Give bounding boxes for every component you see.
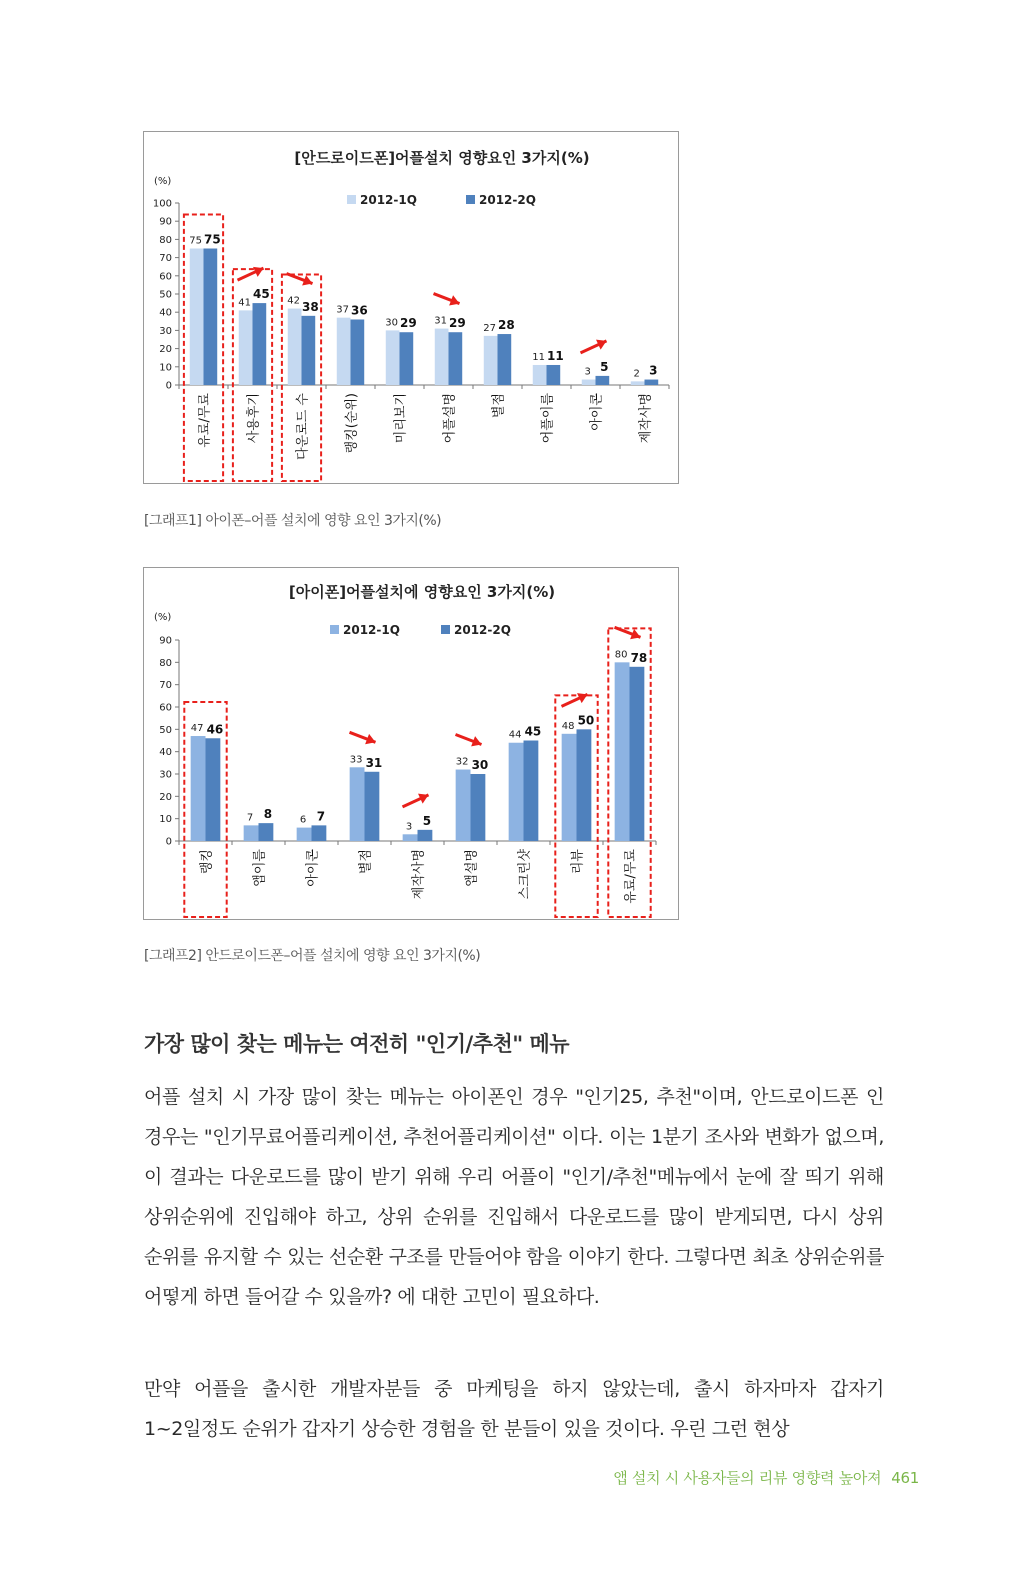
android-bar-q1 bbox=[582, 380, 596, 385]
android-data-label-q1: 37 bbox=[336, 304, 350, 316]
iphone-bar-q1 bbox=[191, 736, 206, 841]
android-category-label: 아이콘 bbox=[589, 393, 605, 431]
body-paragraph-2: 만약 어플을 출시한 개발자분들 중 마케팅을 하지 않았는데, 출시 하자마자 갑자기 1~2일정도 순위가 갑자기 상승한 경험을 한 분들이 있을 것이다. 우린 그런 현상 bbox=[144, 1378, 884, 1440]
android-bar-q1 bbox=[435, 329, 449, 385]
iphone-legend-label-1: 2012-1Q bbox=[343, 623, 400, 637]
iphone-y-tick-label: 60 bbox=[159, 702, 172, 714]
iphone-legend-label-2: 2012-2Q bbox=[454, 623, 511, 637]
android-y-tick-label: 70 bbox=[159, 253, 172, 265]
android-data-label-q2: 29 bbox=[449, 316, 466, 331]
android-bar-q2 bbox=[547, 365, 561, 385]
android-category-label: 제작사명 bbox=[638, 393, 654, 444]
iphone-data-label-q1: 48 bbox=[561, 720, 575, 732]
android-legend-label-2: 2012-2Q bbox=[479, 193, 536, 207]
android-bar-q2 bbox=[253, 303, 267, 385]
android-bar-q2 bbox=[498, 334, 512, 385]
iphone-y-tick-label: 50 bbox=[159, 724, 172, 736]
iphone-bar-q2 bbox=[365, 772, 380, 841]
chart-android bbox=[143, 131, 679, 484]
iphone-category-label: 제작사명 bbox=[411, 849, 427, 900]
android-y-tick-label: 40 bbox=[159, 307, 172, 319]
body-paragraph-1: 어플 설치 시 가장 많이 찾는 메뉴는 아이폰인 경우 "인기25, 추천"이며, 안드로이드폰 인 경우는 "인기무료어플리케이션, 추천어플리케이션" 이다. 이는 1분기 조사와 변화가 없으며, 이 결과는 다운로드를 많이 받기 위해 우리 어플이 "인기/추천"메뉴에서 눈에 잘 띄기 위해 상위순위에 진입해야 하고, 상위 순위를 진입해서 다운로드를 많이 받게되면, 다시 상위 순위를 유지할 수 있는 선순환 구조를 만들어야 함을 이야기 한다. 그렇다면 최초 상위순위를 어떻게 하면 들어갈 수 있을까? 에 대한 고민이 필요하다. bbox=[144, 1086, 884, 1308]
android-y-tick-label: 90 bbox=[159, 216, 172, 228]
iphone-bar-q2 bbox=[206, 738, 221, 841]
android-category-label: 랭킹(순위) bbox=[344, 393, 360, 454]
android-legend-swatch-2 bbox=[466, 195, 475, 204]
iphone-category-label: 스크린샷 bbox=[517, 849, 533, 900]
android-bar-q1 bbox=[386, 330, 400, 385]
iphone-category-label: 유료/무료 bbox=[623, 849, 639, 904]
android-category-label: 다운로드 수 bbox=[295, 393, 311, 460]
footer-title: 앱 설치 시 사용자들의 리뷰 영향력 높아져 bbox=[613, 1469, 882, 1487]
caption-graph2: [그래프2] 안드로이드폰–어플 설치에 영향 요인 3가지(%) bbox=[144, 948, 481, 964]
android-bar-q2 bbox=[645, 380, 659, 385]
page-footer bbox=[613, 1467, 919, 1488]
android-bar-q1 bbox=[533, 365, 547, 385]
iphone-bar-q1 bbox=[403, 834, 418, 841]
iphone-bar-q2 bbox=[471, 774, 486, 841]
android-data-label-q2: 36 bbox=[351, 303, 368, 318]
android-data-label-q2: 3 bbox=[649, 363, 658, 378]
android-y-tick-label: 0 bbox=[165, 380, 172, 392]
chart-android-svg bbox=[144, 132, 678, 483]
chart-iphone-svg bbox=[144, 568, 678, 919]
iphone-trend-arrow-down bbox=[456, 735, 482, 747]
iphone-trend-arrow-down bbox=[350, 732, 376, 744]
android-data-label-q2: 29 bbox=[400, 316, 417, 331]
iphone-category-label: 리뷰 bbox=[570, 849, 586, 875]
iphone-bar-q1 bbox=[615, 662, 630, 841]
caption-graph1: [그래프1] 아이폰–어플 설치에 영향 요인 3가지(%) bbox=[144, 513, 442, 529]
iphone-data-label-q1: 3 bbox=[405, 821, 413, 833]
iphone-bar-q1 bbox=[297, 828, 312, 841]
android-bar-q1 bbox=[190, 249, 204, 386]
iphone-data-label-q1: 7 bbox=[246, 812, 254, 824]
iphone-category-label: 앱설명 bbox=[464, 849, 480, 887]
iphone-y-tick-label: 20 bbox=[159, 791, 172, 803]
android-trend-arrow-up bbox=[581, 340, 607, 353]
iphone-data-label-q1: 6 bbox=[299, 814, 307, 826]
iphone-y-tick-label: 30 bbox=[159, 769, 172, 781]
android-y-tick-label: 50 bbox=[159, 289, 172, 301]
android-category-label: 어플이름 bbox=[540, 393, 556, 444]
android-data-label-q1: 75 bbox=[189, 235, 203, 247]
iphone-bar-q2 bbox=[259, 823, 274, 841]
android-data-label-q2: 11 bbox=[547, 348, 564, 363]
android-y-tick-label: 100 bbox=[152, 198, 172, 210]
section-heading: 가장 많이 찾는 메뉴는 여전히 "인기/추천" 메뉴 bbox=[144, 1032, 570, 1056]
iphone-data-label-q2: 5 bbox=[422, 813, 432, 828]
android-data-label-q1: 42 bbox=[287, 295, 301, 307]
iphone-bar-q2 bbox=[577, 729, 592, 841]
iphone-bar-q2 bbox=[312, 825, 327, 841]
android-data-label-q1: 27 bbox=[483, 322, 497, 334]
iphone-category-label: 아이콘 bbox=[305, 849, 321, 887]
iphone-data-label-q2: 7 bbox=[316, 809, 326, 824]
android-bar-q1 bbox=[484, 336, 498, 385]
android-data-label-q2: 5 bbox=[600, 359, 609, 374]
android-legend-swatch-1 bbox=[347, 195, 356, 204]
iphone-y-tick-label: 80 bbox=[159, 657, 172, 669]
android-data-label-q1: 11 bbox=[532, 351, 546, 363]
iphone-data-label-q1: 80 bbox=[614, 649, 628, 661]
iphone-bar-q1 bbox=[562, 734, 577, 841]
page-number: 461 bbox=[891, 1469, 919, 1487]
iphone-y-tick-label: 10 bbox=[159, 814, 172, 826]
iphone-data-label-q1: 47 bbox=[190, 723, 204, 735]
android-category-label: 어플설명 bbox=[442, 393, 458, 444]
iphone-data-label-q2: 31 bbox=[365, 755, 383, 770]
iphone-category-label: 앱이름 bbox=[252, 849, 268, 887]
android-title: [안드로이드폰]어플설치 영향요인 3가지(%) bbox=[294, 149, 590, 167]
android-data-label-q2: 45 bbox=[253, 287, 270, 302]
iphone-legend-swatch-1 bbox=[330, 625, 339, 634]
iphone-bar-q1 bbox=[509, 743, 524, 841]
iphone-data-label-q2: 30 bbox=[471, 758, 489, 772]
android-bar-q2 bbox=[596, 376, 610, 385]
android-data-label-q1: 31 bbox=[434, 315, 448, 327]
android-trend-arrow-down bbox=[434, 294, 460, 306]
iphone-bar-q2 bbox=[524, 741, 539, 842]
android-unit-label: (%) bbox=[154, 176, 172, 187]
android-y-tick-label: 80 bbox=[159, 234, 172, 246]
android-data-label-q1: 3 bbox=[584, 366, 591, 378]
iphone-bar-q1 bbox=[456, 770, 471, 841]
android-bar-q1 bbox=[337, 318, 351, 385]
android-y-tick-label: 30 bbox=[159, 325, 172, 337]
android-category-label: 유료/무료 bbox=[197, 393, 213, 448]
android-data-label-q1: 41 bbox=[238, 297, 252, 309]
chart-iphone bbox=[143, 567, 679, 920]
iphone-y-tick-label: 0 bbox=[165, 836, 172, 848]
iphone-legend-swatch-2 bbox=[441, 625, 450, 634]
iphone-data-label-q2: 45 bbox=[524, 724, 542, 739]
iphone-title: [아이폰]어플설치에 영향요인 3가지(%) bbox=[288, 583, 556, 601]
iphone-data-label-q2: 8 bbox=[263, 807, 273, 822]
android-data-label-q2: 38 bbox=[302, 299, 319, 314]
android-category-label: 사용후기 bbox=[246, 393, 262, 444]
android-data-label-q1: 2 bbox=[633, 368, 640, 380]
android-y-tick-label: 60 bbox=[159, 271, 172, 283]
android-bar-q1 bbox=[239, 310, 253, 385]
android-category-label: 별점 bbox=[491, 393, 507, 419]
iphone-bar-q1 bbox=[244, 825, 259, 841]
iphone-trend-arrow-up bbox=[403, 794, 429, 807]
iphone-unit-label: (%) bbox=[154, 612, 172, 623]
android-data-label-q2: 75 bbox=[204, 232, 221, 247]
iphone-y-tick-label: 90 bbox=[159, 635, 172, 647]
android-bar-q2 bbox=[302, 316, 316, 385]
android-bar-q2 bbox=[400, 332, 414, 385]
iphone-y-tick-label: 40 bbox=[159, 747, 172, 759]
android-y-tick-label: 10 bbox=[159, 362, 172, 374]
android-bar-q2 bbox=[449, 332, 463, 385]
android-bar-q1 bbox=[631, 381, 645, 385]
iphone-bar-q2 bbox=[630, 667, 645, 841]
iphone-bar-q1 bbox=[350, 767, 365, 841]
android-bar-q2 bbox=[351, 319, 365, 385]
iphone-data-label-q1: 33 bbox=[349, 754, 363, 766]
android-bar-q2 bbox=[204, 249, 218, 386]
iphone-data-label-q2: 78 bbox=[630, 650, 648, 665]
android-category-label: 미리보기 bbox=[393, 393, 409, 444]
android-y-tick-label: 20 bbox=[159, 344, 172, 356]
android-legend-label-1: 2012-1Q bbox=[360, 193, 417, 207]
iphone-bar-q2 bbox=[418, 830, 433, 841]
iphone-data-label-q1: 44 bbox=[508, 729, 522, 741]
iphone-data-label-q1: 32 bbox=[455, 756, 469, 768]
android-data-label-q1: 30 bbox=[385, 317, 399, 329]
iphone-y-tick-label: 70 bbox=[159, 680, 172, 692]
iphone-data-label-q2: 46 bbox=[206, 722, 224, 737]
iphone-data-label-q2: 50 bbox=[577, 713, 595, 728]
android-data-label-q2: 28 bbox=[498, 318, 515, 333]
iphone-category-label: 랭킹 bbox=[199, 849, 215, 875]
android-bar-q1 bbox=[288, 309, 302, 385]
iphone-category-label: 별점 bbox=[358, 849, 374, 875]
